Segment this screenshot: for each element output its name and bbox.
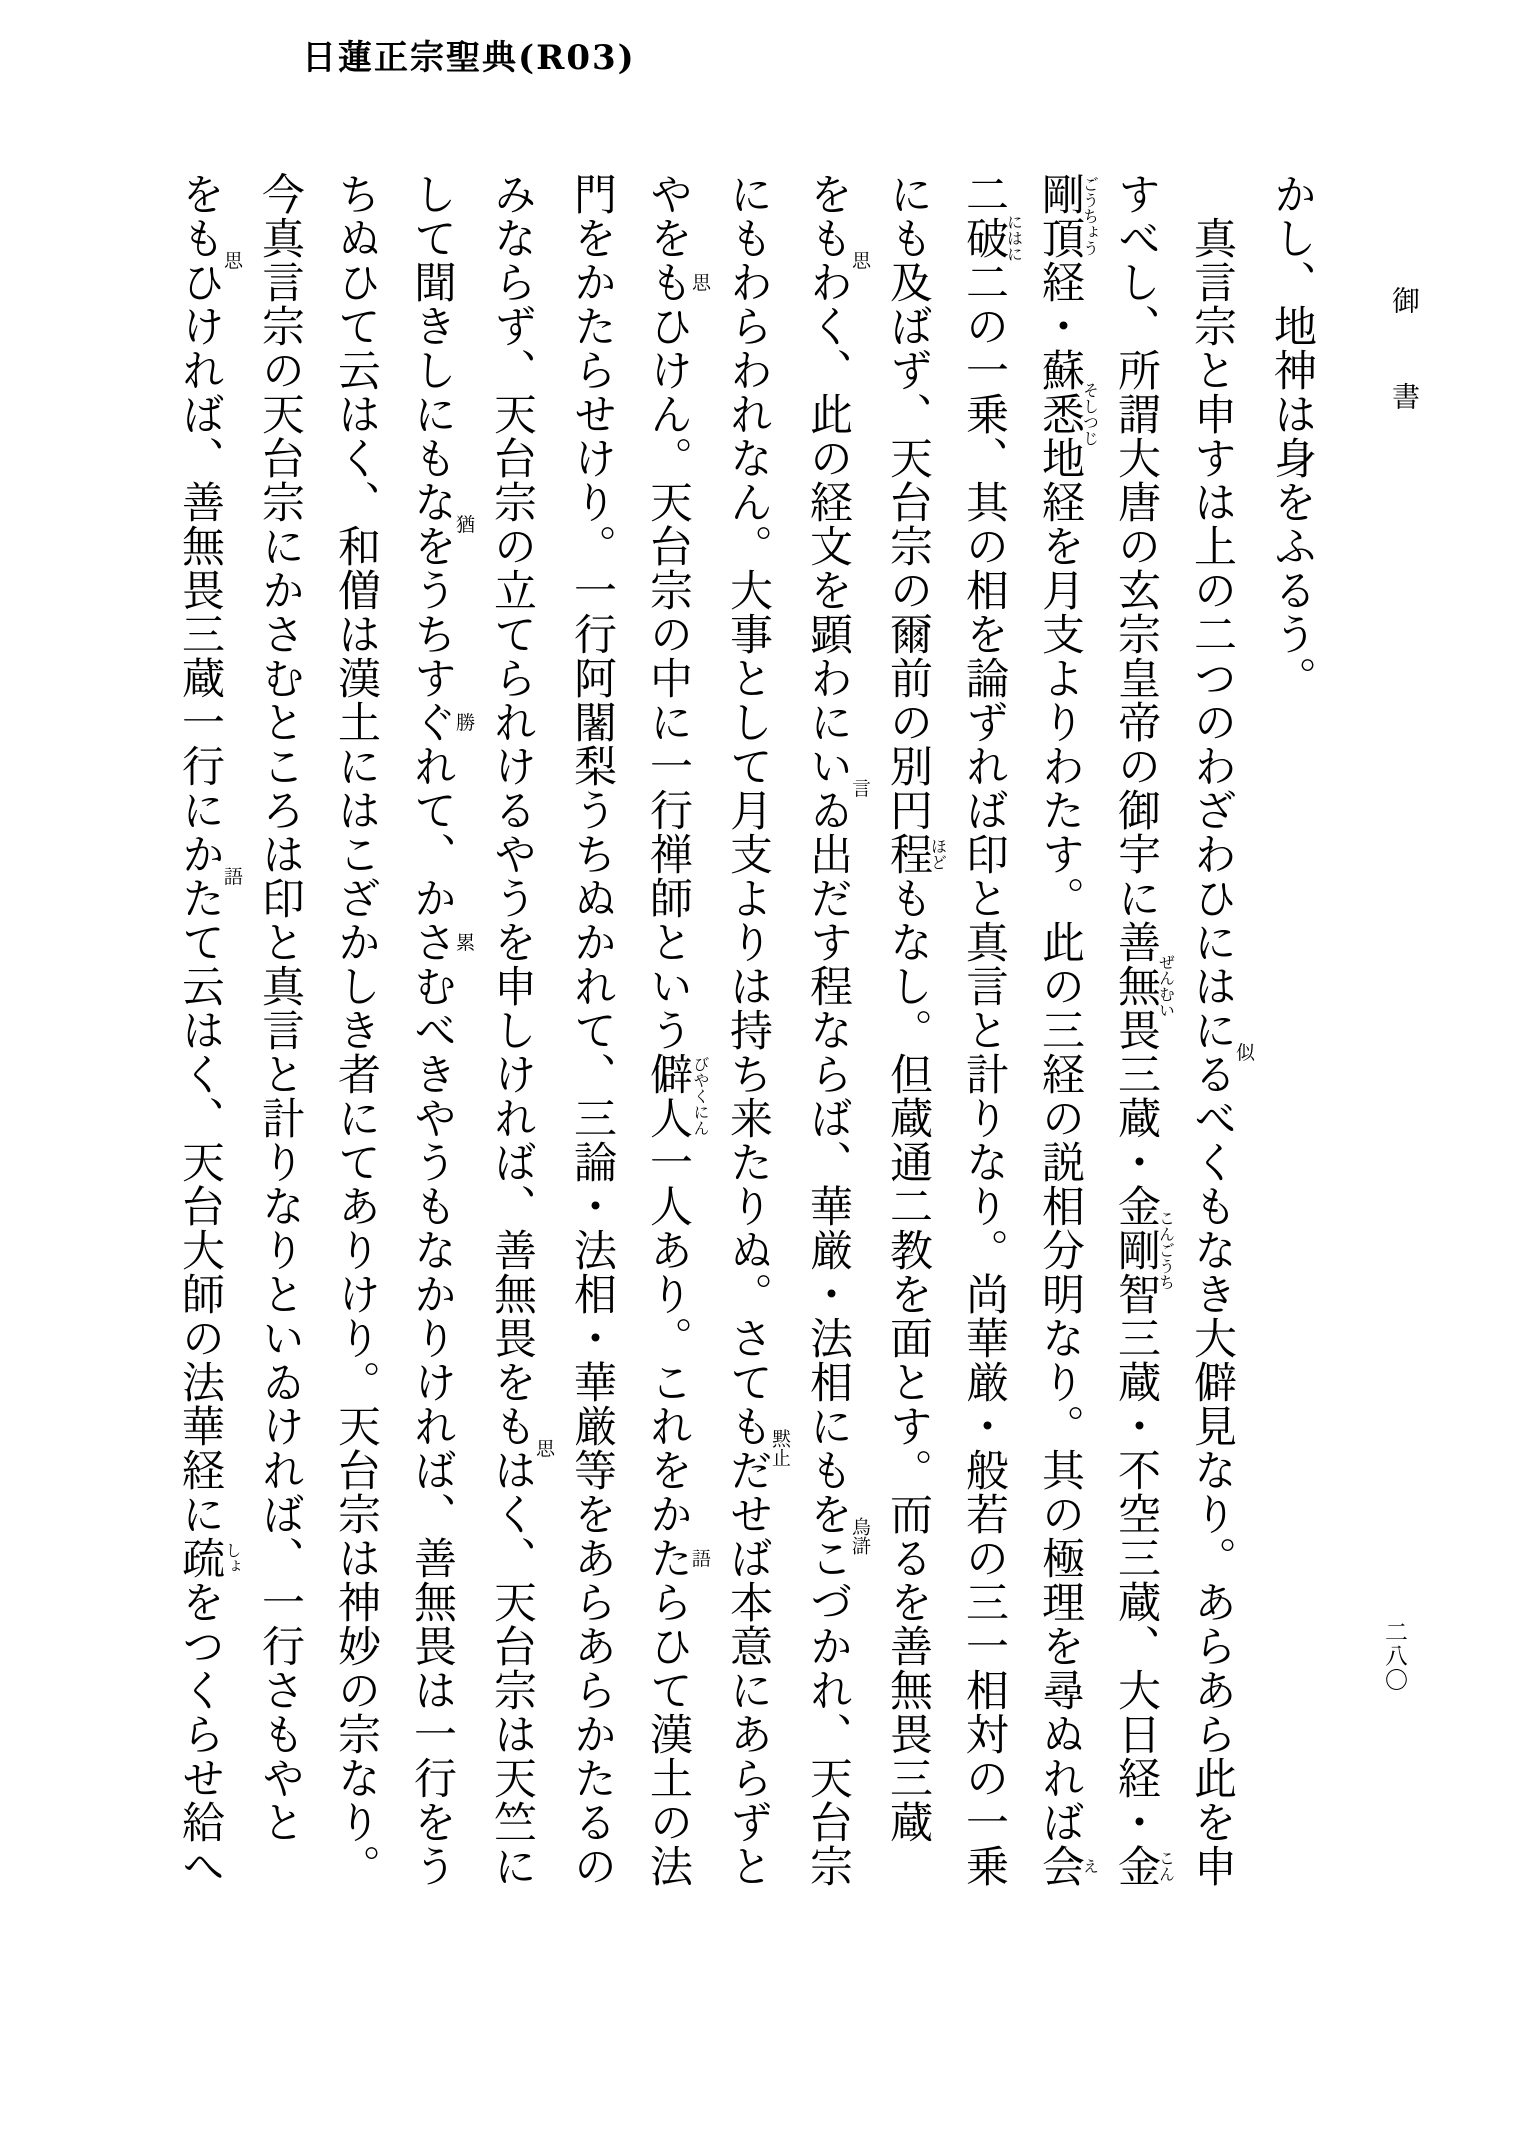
- kanji-gloss: もひ思: [175, 216, 243, 304]
- text-column-14: 今真言宗の天台宗にかさむところは印と真言と計りなりといゐければ、一行さもやと: [255, 172, 305, 1844]
- text-column-12: して聞きしにもなを猶うちすぐれ勝て、かさむ累べきやうもなかりければ、善無畏は一行をう: [407, 172, 475, 1888]
- page-number: 二八〇: [1381, 1620, 1407, 1692]
- kanji-gloss: をもひ思: [643, 216, 711, 348]
- kanji-gloss: かたら語: [643, 1492, 711, 1624]
- text-column-2: 真言宗と申すは上の二つのわざわひにはにる似べくもなき大僻見なり。あらあら此を申: [1187, 172, 1255, 1888]
- text-column-8: にもわらわれなん。大事として月支よりは持ち来たりぬ。さてもだ黙止せば本意にあらずと: [723, 172, 791, 1888]
- kanji-gloss: かさむ累: [407, 876, 475, 1008]
- kanji-gloss: もだ黙止: [723, 1404, 791, 1492]
- text-column-7: をもわ思く、此の経文を顕わにいゐ言出だす程ならば、華厳・法相にもをこ烏滸づかれ、天台宗: [803, 172, 871, 1888]
- kanji-gloss: なを猶: [407, 480, 475, 568]
- text-column-15: をもひ思ければ、善無畏三蔵一行にかた語て云はく、天台大師の法華経に疏しょをつくらせ給へ: [175, 172, 243, 1888]
- kanji-gloss: をこ烏滸: [803, 1492, 871, 1580]
- furigana: 程ほど: [883, 832, 948, 876]
- text-column-11: みならず、天台宗の立てられけるやうを申しければ、善無畏をもは思く、天台宗は天竺に: [487, 172, 555, 1888]
- furigana: 金こん: [1111, 1844, 1176, 1888]
- section-label: 御書: [1388, 286, 1421, 478]
- text-column-3: すべし、所謂大唐の玄宗皇帝の御宇に善無畏ぜんむい三蔵・金剛智こんごうち三蔵・不空三蔵、大日経・金こん: [1111, 172, 1176, 1888]
- furigana: 蘇悉地そしつじ: [1035, 348, 1100, 480]
- furigana: 二破二にはに: [959, 172, 1024, 304]
- kanji-gloss: もわ思: [803, 216, 871, 304]
- kanji-gloss: かた語: [175, 832, 243, 920]
- text-column-13: ちぬひて云はく、和僧は漢土にはこざかしき者にてありけり。天台宗は神妙の宗なり。: [331, 172, 381, 1888]
- furigana: 金剛智こんごうち: [1111, 1184, 1176, 1316]
- main-text: [162, 172, 1330, 2092]
- furigana: 僻人びやくにん: [643, 1052, 710, 1140]
- text-column-9: やをもひ思けん。天台宗の中に一行禅師という僻人びやくにん一人あり。これをかたら語ひて漢土の法: [643, 172, 711, 1888]
- text-column-1: かし、地神は身をふるう。: [1267, 172, 1317, 700]
- kanji-gloss: にる似: [1187, 1008, 1255, 1096]
- kanji-gloss: もは思: [487, 1404, 555, 1492]
- furigana: 疏しょ: [175, 1536, 242, 1580]
- furigana: 会え: [1035, 1844, 1100, 1888]
- furigana: 剛頂ごうちょう: [1035, 172, 1100, 260]
- kanji-gloss: すぐれ勝: [407, 656, 475, 788]
- text-column-10: 門をかたらせけり。一行阿闍梨うちぬかれて、三論・法相・華厳等をあらあらかたるの: [567, 172, 617, 1888]
- book-title: 日蓮正宗聖典(R03): [302, 38, 636, 78]
- text-column-5: 二破二にはにの一乗、其の相を論ずれば印と真言と計りなり。尚華厳・般若の三一相対の一乗: [959, 172, 1024, 1888]
- text-column-6: にも及ばず、天台宗の爾前の別円程ほどもなし。但蔵通二教を面とす。而るを善無畏三蔵: [883, 172, 948, 1844]
- furigana: 善無畏ぜんむい: [1111, 920, 1176, 1052]
- text-column-4: 剛頂ごうちょう経・蘇悉地そしつじ経を月支よりわたす。此の三経の説相分明なり。其の極理を尋ぬれば会え: [1035, 172, 1100, 1888]
- kanji-gloss: いゐ言: [803, 744, 871, 832]
